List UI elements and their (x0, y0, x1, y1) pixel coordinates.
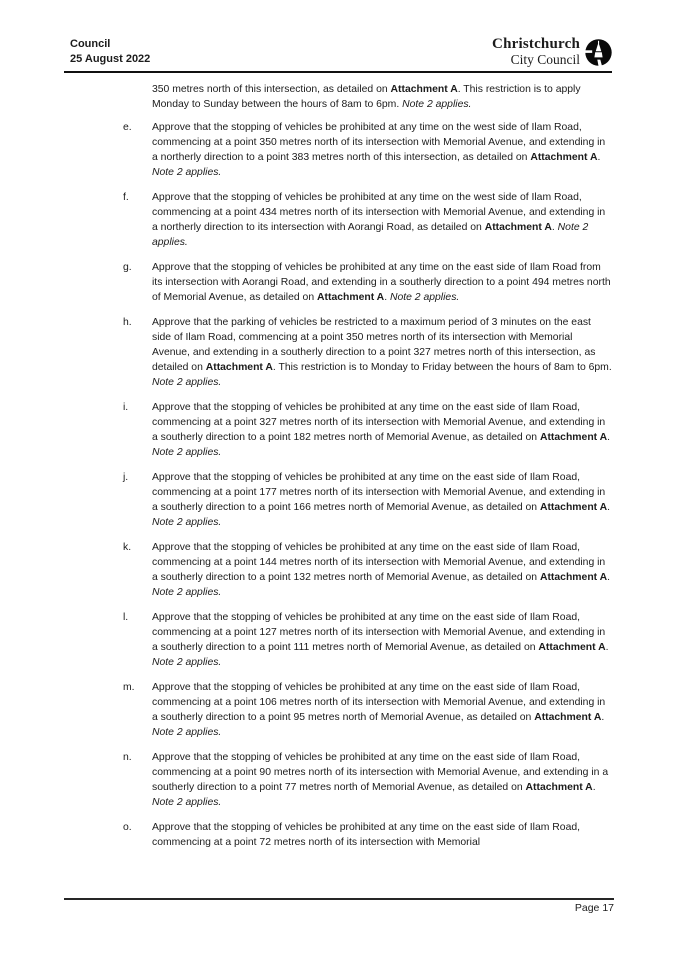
list-item (123, 120, 612, 180)
text-segment: Approve that the stopping of vehicles be prohibited at any time on the east side of Ilam Road from its intersection with Aorangi Road, and extending in a southerly direction to a point 494 metres north of Memorial Avenue, as detailed on (152, 262, 611, 303)
item-label: e. (123, 122, 132, 133)
council-logo-text (492, 37, 580, 67)
item-text (152, 470, 612, 530)
text-segment: Approve that the parking of vehicles be restricted to a maximum period of 3 minutes on the east side of Ilam Road, commencing at a point 350 metres north of its intersection with Memorial Avenue, and extending in a southerly direction to a point 327 metres north of this intersection, as detailed on (152, 317, 596, 373)
item-label: m. (123, 682, 135, 693)
item-label: j. (123, 472, 129, 483)
text-segment: Attachment A (530, 152, 598, 163)
item-label: g. (123, 262, 132, 273)
item-text (152, 680, 612, 740)
list-item (123, 400, 612, 460)
text-segment: Approve that the stopping of vehicles be prohibited at any time on the east side of Ilam Road, commencing at a point 144 metres north of its intersection with Memorial Avenue, and extending in a southerly direction to a point 132 metres north of Memorial Avenue, as detailed on (152, 542, 606, 583)
item-label: i. (123, 402, 129, 413)
text-segment: Attachment A (538, 642, 606, 653)
text-segment: . (384, 292, 390, 303)
page-footer (64, 898, 614, 916)
text-segment: . This restriction is to Monday to Friday between the hours of 8am to 6pm. (272, 362, 612, 373)
text-segment: Approve that the stopping of vehicles be prohibited at any time on the west side of Ilam Road, commencing at a point 350 metres north of its intersection with Memorial Avenue, and extending in a northerly direction to a point 383 metres north of this intersection, as detailed on (152, 122, 606, 163)
item-text (152, 540, 612, 600)
council-logo (492, 37, 612, 67)
footer-divider (64, 898, 614, 900)
item-label: k. (123, 542, 132, 553)
item-text (152, 260, 612, 305)
list-item (123, 750, 612, 810)
text-segment: Note 2 applies. (402, 99, 472, 110)
text-segment: Approve that the stopping of vehicles be prohibited at any time on the east side of Ilam Road, commencing at a point 327 metres north of its intersection with Memorial Avenue, and extending in a southerly direction to a point 182 metres north of Memorial Avenue, as detailed on (152, 402, 606, 443)
resolution-list (123, 120, 612, 850)
text-segment: Note 2 applies. (152, 377, 222, 388)
item-label: n. (123, 752, 132, 763)
list-item (123, 315, 612, 390)
list-item (123, 540, 612, 600)
text-segment: Note 2 applies. (152, 727, 222, 738)
text-segment: . (607, 572, 611, 583)
text-segment: Note 2 applies. (389, 292, 460, 303)
text-segment: Approve that the stopping of vehicles be prohibited at any time on the east side of Ilam Road, commencing at a point 72 metres north of its intersection with Memorial (152, 822, 581, 848)
text-segment: Approve that the stopping of vehicles be prohibited at any time on the east side of Ilam Road, commencing at a point 106 metres north of its intersection with Memorial Avenue, and extending in a southerly direction to a point 95 metres north of Memorial Avenue, as detailed on (152, 682, 606, 723)
item-text (152, 820, 612, 850)
text-segment: Attachment A (390, 84, 458, 95)
continuation-paragraph-text (152, 84, 581, 110)
text-segment: . (597, 152, 601, 163)
list-item (123, 260, 612, 305)
text-segment: . (605, 642, 609, 653)
item-text (152, 400, 612, 460)
text-segment: Attachment A (525, 782, 593, 793)
meeting-date: 25 August 2022 (70, 53, 151, 65)
text-segment: Attachment A (539, 432, 608, 443)
text-segment: . (601, 712, 605, 723)
item-label: o. (123, 822, 132, 833)
item-text (152, 610, 612, 670)
text-segment: . (592, 782, 596, 793)
document-body (123, 82, 612, 860)
list-item (123, 470, 612, 530)
item-text (152, 315, 612, 390)
text-segment: Attachment A (484, 222, 552, 233)
text-segment: Approve that the stopping of vehicles be prohibited at any time on the east side of Ilam Road, commencing at a point 177 metres north of its intersection with Memorial Avenue, and extending in a southerly direction to a point 166 metres north of Memorial Avenue, as detailed on (152, 472, 606, 513)
page-header (64, 37, 612, 73)
cathedral-roundel-icon (585, 39, 612, 66)
text-segment: . This restriction is to apply Monday to Sunday between the hours of 8am to 6pm. (152, 84, 581, 110)
item-text (152, 120, 612, 180)
text-segment: Attachment A (539, 572, 608, 583)
list-item (123, 680, 612, 740)
text-segment: Note 2 applies. (152, 517, 222, 528)
text-segment: . (607, 502, 611, 513)
text-segment: 350 metres north of this intersection, as detailed on (152, 84, 391, 95)
text-segment: Attachment A (534, 712, 602, 723)
header-meta (70, 37, 150, 67)
text-segment: Note 2 applies. (152, 657, 222, 668)
item-text (152, 750, 612, 810)
logo-name-line1: Christchurch (492, 36, 580, 53)
page-number: Page 17 (574, 901, 614, 914)
list-item (123, 190, 612, 250)
text-segment: Approve that the stopping of vehicles be prohibited at any time on the east side of Ilam Road, commencing at a point 127 metres north of its intersection with Memorial Avenue, and extending in a southerly direction to a point 111 metres north of Memorial Avenue, as detailed on (152, 612, 606, 653)
text-segment: Note 2 applies. (152, 167, 222, 178)
text-segment: Approve that the stopping of vehicles be prohibited at any time on the east side of Ilam Road, commencing at a point 90 metres north of its intersection with Memorial Avenue, and extending in a southerly direction to a point 77 metres north of Memorial Avenue, as detailed on (152, 752, 609, 793)
item-text (152, 190, 612, 250)
text-segment: Approve that the stopping of vehicles be prohibited at any time on the west side of Ilam Road, commencing at a point 434 metres north of its intersection with Memorial Avenue, and extending in a northerly direction to its intersection with Aorangi Road, as detailed on (152, 192, 606, 233)
text-segment: Attachment A (205, 362, 273, 373)
header-divider (64, 71, 612, 73)
continuation-paragraph (152, 82, 612, 112)
text-segment: . (607, 432, 611, 443)
text-segment: Note 2 applies. (152, 797, 222, 808)
item-label: h. (123, 317, 132, 328)
item-label: l. (123, 612, 129, 623)
text-segment: . (551, 222, 558, 233)
text-segment: Note 2 applies. (152, 222, 589, 248)
logo-name-line2: City Council (510, 51, 580, 67)
header-row (64, 37, 612, 67)
text-segment: Note 2 applies. (152, 587, 222, 598)
text-segment: Attachment A (317, 292, 385, 303)
text-segment: Attachment A (539, 502, 608, 513)
committee-name: Council (70, 38, 111, 50)
text-segment: Note 2 applies. (152, 447, 222, 458)
item-label: f. (123, 192, 129, 203)
list-item (123, 610, 612, 670)
list-item (123, 820, 612, 850)
